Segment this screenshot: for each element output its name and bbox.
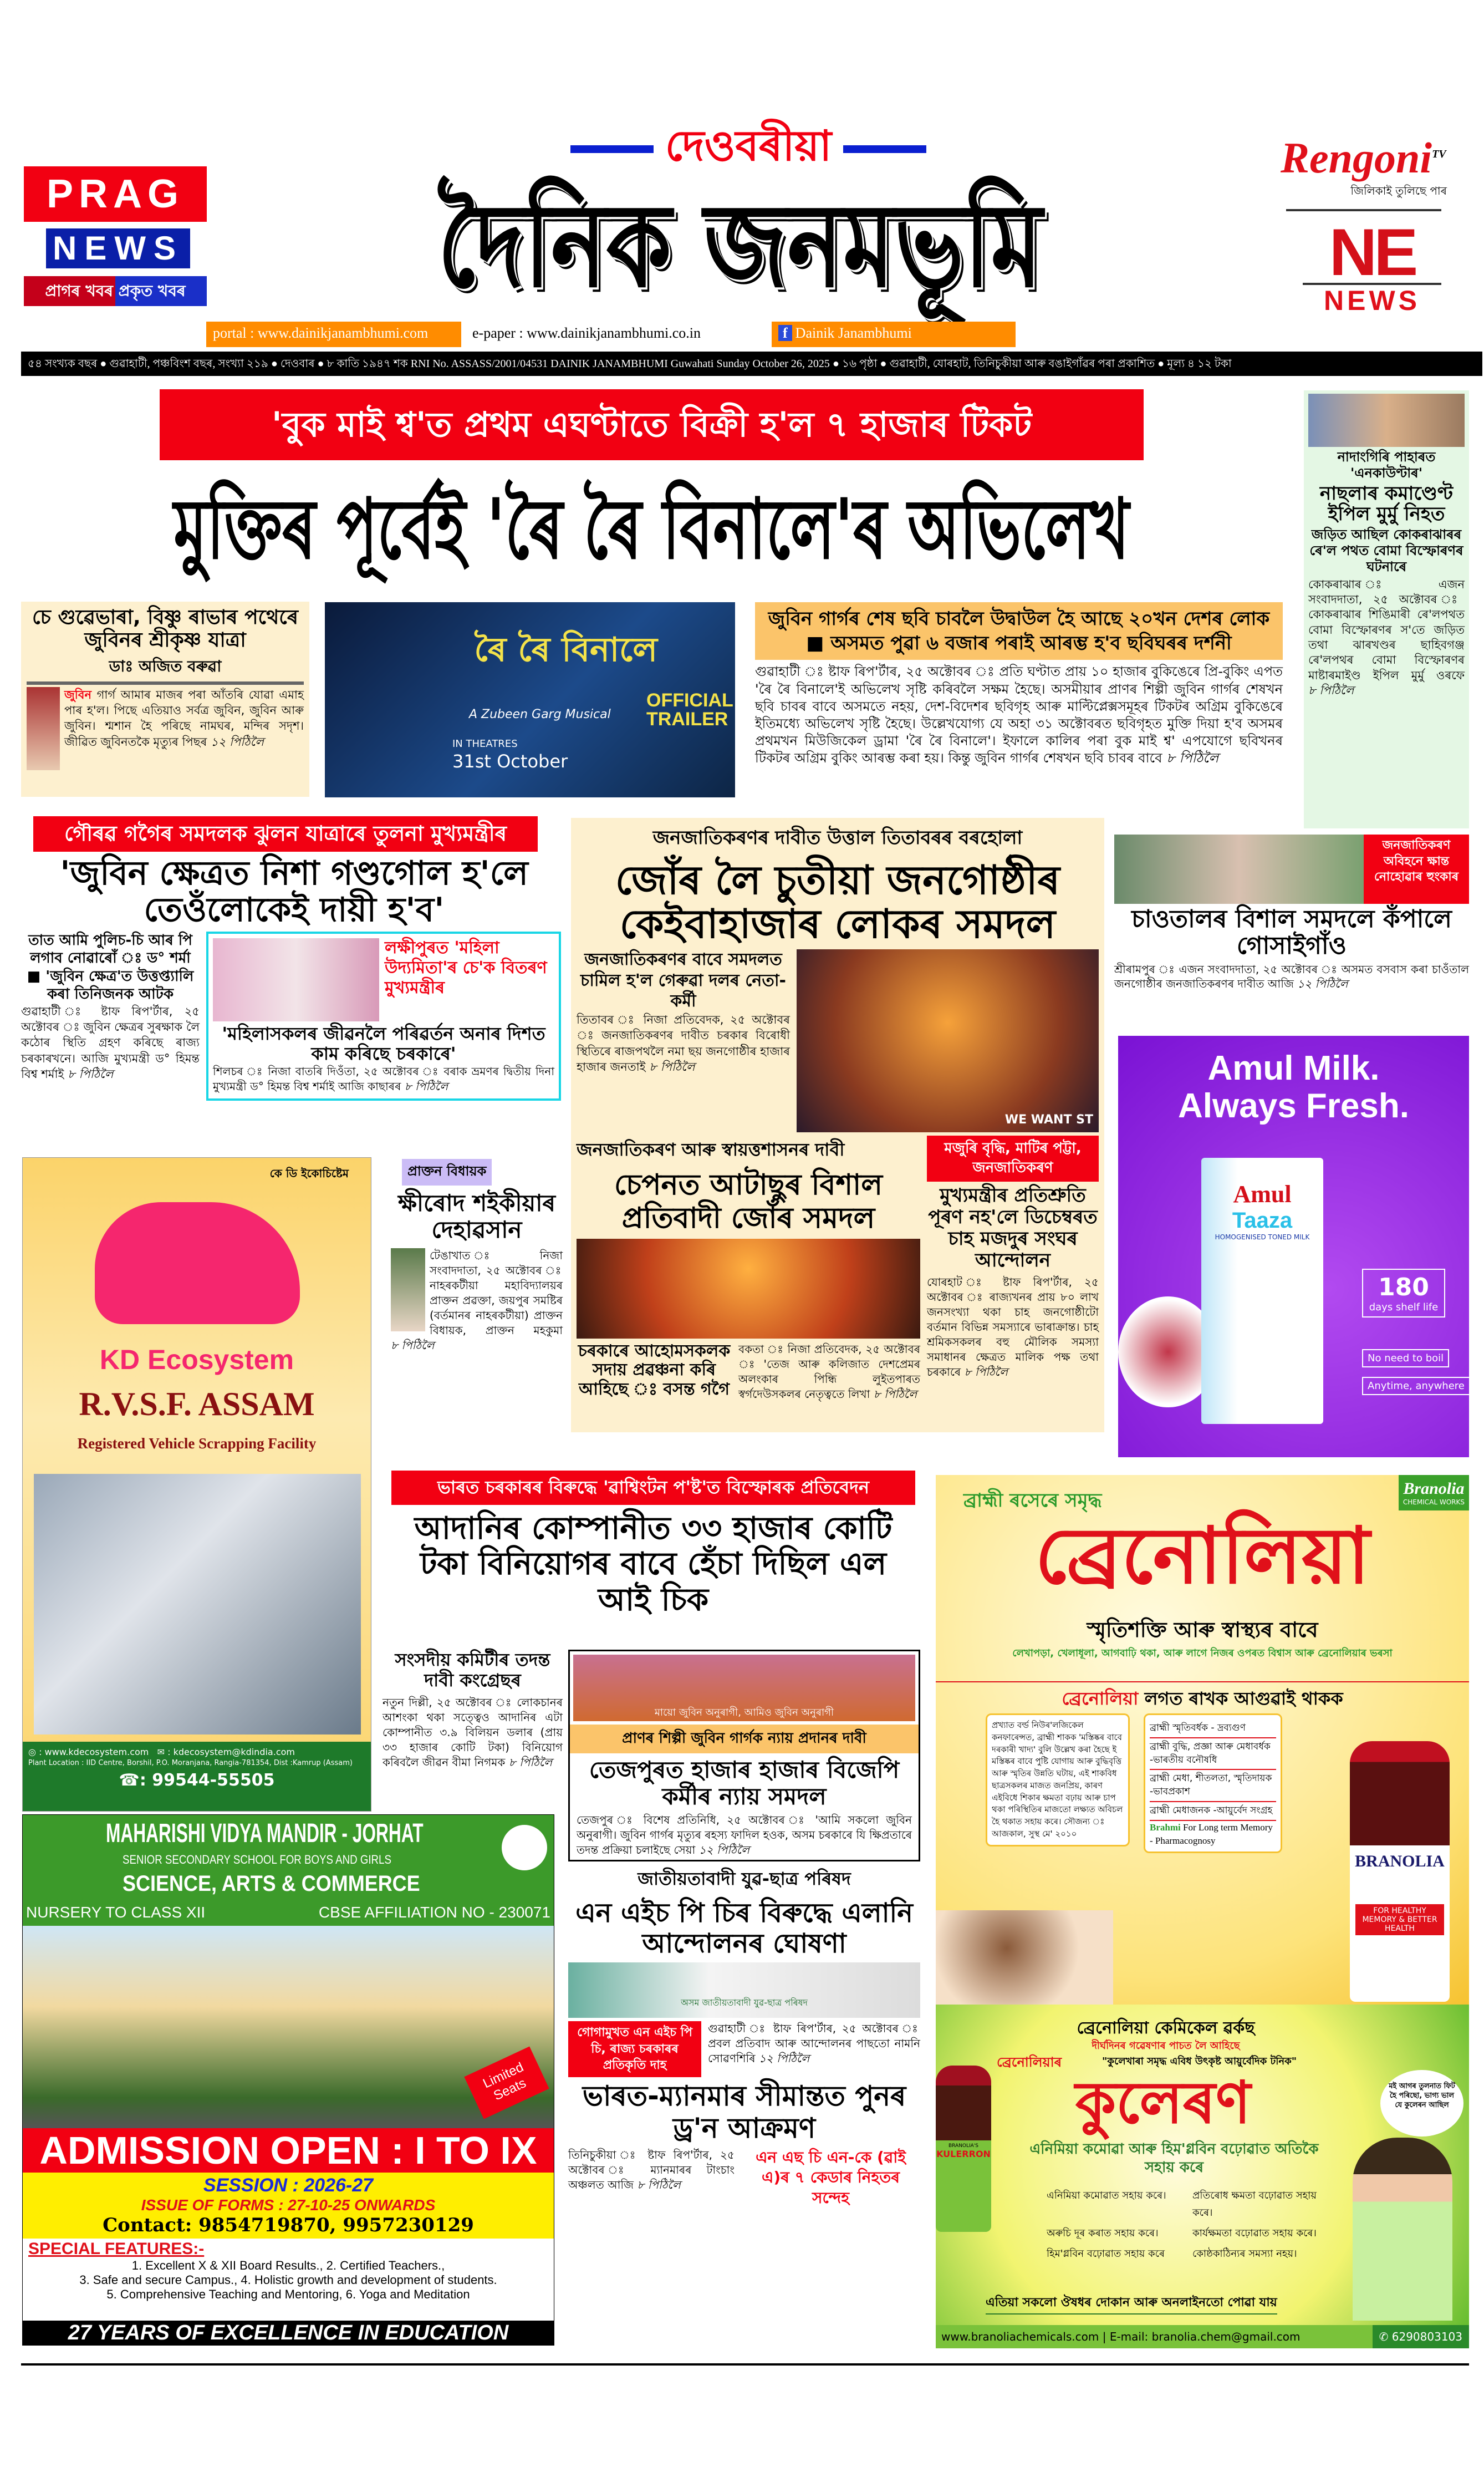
jump-link[interactable]: ৮ পিঠিলৈ xyxy=(873,1387,917,1401)
jump-link[interactable]: ৮ পিঠিলৈ xyxy=(649,1060,695,1074)
encounter-story: নাদাংগিৰি পাহাৰত 'এনকাউণ্টাৰ' নাছলাৰ কমাণ্ডেণ্ট ইপিল মুৰ্মু নিহত জড়িত আছিল কোকৰাঝাৰৰ ৰে'ল পথত বোমা বিস্ফোৰণৰ ঘটনাৰে কোকৰাঝাৰ ঃ এজন সংবাদদাতা, ২৫ অক্টোবৰ ঃ কোকৰাঝাৰ শিঙিমাৰী ৰে'লপথত বোমা বিস্ফোৰণৰ স'তে জড়িত তথা ঝাৰখণ্ডৰ ছাহিবগঞ্জ ৰে'লপথৰ বোমা বিস্ফোৰণৰ মাষ্টাৰমাইণ্ড ইপিল মুৰ্মু ওৰফে ৮ পিঠিলৈ xyxy=(1304,390,1469,828)
jump-link[interactable]: ৮ পিঠিলৈ xyxy=(404,1080,448,1093)
drone-body: তিনিচুকীয়া ঃ ষ্টাফ ৰিপ'ৰ্টাৰ, ২৫ অক্টোবৰ ঃ ম্যানমাৰৰ টাংচাং অঞ্চলত আজি ৮ পিঠিলৈ xyxy=(568,2148,735,2192)
jump-link[interactable]: ৮ পিঠিলৈ xyxy=(391,1338,435,1352)
facebook-link[interactable]: f Dainik Janambhumi xyxy=(772,322,1016,347)
school-emblem-icon xyxy=(499,1823,549,1873)
encounter-photo xyxy=(1308,394,1465,447)
facebook-icon: f xyxy=(778,325,792,341)
santhal-headline: চাওতালৰ বিশাল সমদলে কঁপালে গোসাইগাঁও xyxy=(1131,905,1452,960)
kd-ecosystem-ad[interactable]: কে ডি ইকোচিষ্টেম KD Ecosystem R.V.S.F. ASSAM Registered Vehicle Scrapping Facility ◎ : www.kdecosystem.com ✉ : kdecosystem@kdindia.com Plant Location : IID Centre, Borshil, P.O. Moranjana, Rangia-781354, Dist :Kamrup (Assam) ☎: 99544-55505 xyxy=(22,1157,371,1812)
tribal-headline: জোঁৰ লৈ চুতীয়া জনগোষ্ঠীৰ কেইবাহাজাৰ লোকৰ সমদল xyxy=(615,857,1060,948)
branolia-website-link[interactable]: www.branoliachemicals.com xyxy=(941,2330,1099,2343)
amul-ad[interactable]: Amul Milk. Always Fresh. Amul Taaza HOMOGENISED TONED MILK 180 days shelf life No need to boil Anytime, anywhere xyxy=(1118,1036,1469,1457)
cm-story-body: তাত আমি পুলিচ-চি আৰ পি লগাব নোৱাৰোঁ ঃ ড° শৰ্মা ■ 'জুবিন ক্ষেত্ৰ'ত উত্তপ্ত্যালি কৰা তিনিজনক আটক গুৱাহাটী ঃ ষ্টাফ ৰিপ'ৰ্টাৰ, ২৫ অক্টোবৰ ঃ জুবিন ক্ষেত্ৰৰ সুৰক্ষাক লৈ কঠোৰ স্থিতি গ্ৰহণ কৰিছে ৰাজ্য চৰকাৰখনে। আজি মুখ্যমন্ত্ৰী ড° হিমন্ত বিশ্ব শৰ্মাই ৮ পিঠিলৈ xyxy=(21,932,200,1081)
bottom-rule xyxy=(21,2363,1469,2366)
globe-icon: ◎ xyxy=(28,1747,36,1757)
cm-column xyxy=(21,816,567,1101)
lead-subheadline: জুবিন গাৰ্গৰ শেষ ছবি চাবলৈ উদ্বাউল হৈ আছে ২০খন দেশৰ লোক ■ অসমত পুৱা ৬ বজাৰ পৰাই আৰম্ভ হ'ব ছবিঘৰৰ দৰ্শনী xyxy=(755,602,1283,660)
masthead-kicker: দেওবৰীয়া xyxy=(554,114,942,175)
santhal-tag: জনজাতিকৰণ অবিহনে ক্ষান্ত নোহোৱাৰ হুংকাৰ xyxy=(1364,835,1469,904)
tezpur-photo: মায়ো জুবিন অনুৰাগী, আমিও জুবিন অনুৰাগী xyxy=(573,1655,915,1721)
kulerron-bottle: BRANOLIA'S KULERRON xyxy=(936,2066,991,2232)
torch-rally-photo: WE WANT ST xyxy=(797,949,1099,1132)
drone-red-note: এন এছ চি এন-কে (ৱাই এ)ৰ ৭ কেডাৰ নিহতৰ সন্দেহ xyxy=(756,2148,906,2207)
branolia-bottle: BRANOLIA FOR HEALTHY MEMORY & BETTER HEALTH xyxy=(1350,1741,1450,2002)
jump-link[interactable]: ৮ পিঠিলৈ xyxy=(637,2178,681,2192)
whatsapp-icon: ✆ xyxy=(1379,2330,1389,2343)
women-photo xyxy=(213,938,379,1021)
nhpc-kicker: জাতীয়তাবাদী যুৱ-ছাত্ৰ পৰিষদ xyxy=(638,1868,851,1889)
rengoni-logo: Rengoni$^{TV}$ জিলিকাই তুলিছে পাৰ xyxy=(1281,133,1469,211)
kulerron-contact-bar: www.branoliachemicals.com | E-mail: branolia.chem@gmail.com ✆ 6290803103 xyxy=(936,2325,1469,2348)
prag-news-logo: PRAG NEWS প্ৰাগৰ খবৰ প্ৰকৃত খবৰ xyxy=(24,166,207,306)
women-story: লক্ষীপুৰত 'মহিলা উদ্যমিতা'ৰ চে'ক বিতৰণ মুখ্যমন্ত্ৰীৰ 'মহিলাসকলৰ জীৱনলৈ পৰিৱৰ্তন অনাৰ দিশত কাম কৰিছে চৰকাৰে' শিলচৰ ঃ নিজা বাতৰি দিওঁতা, ২৫ অক্টোবৰ ঃ বৰাক ভ্ৰমণৰ দ্বিতীয় দিনা মুখ্যমন্ত্ৰী ড° হিমন্ত বিশ্ব শৰ্মাই আজি কাছাৰৰ ৮ পিঠিলৈ xyxy=(206,932,561,1101)
chepan-sub: চৰকাৰে আহোমসকলক সদায় প্ৰৱঞ্চনা কৰি আহিছে ঃ বসন্ত গগৈ xyxy=(578,1341,731,1399)
kulerron-benefits: এনিমিয়া কমোৱাত সহায় কৰে। প্ৰতিৰোধ ক্ষমতা বঢ়োৱাত সহায় কৰে। অৰুচি দূৰ কৰাত সহায় কৰে। কাৰ্যক্ষমতা বঢ়োৱাত সহায় কৰে। হিম'গ্লবিন বঢ়োৱাত সহায় কৰে কোষ্ঠকাঠিন্যৰ সমস্যা নহয়। xyxy=(1047,2190,1317,2260)
newspaper-title: দৈনিক জনমভূমি xyxy=(437,177,1043,313)
jump-link[interactable]: ৮ পিঠিলৈ xyxy=(964,1365,1008,1379)
branolia-references: ব্ৰাহ্মী স্মৃতিবৰ্ধক - দ্ৰব্যগুণ ব্ৰাহ্মী বুদ্ধি, প্ৰজ্ঞা আৰু মেধাবৰ্ধক -ভাৰতীয় বনৌষধি ব্ৰাহ্মী মেধা, শীতলতা, স্মৃতিদায়ক -ভাবপ্ৰকাশ ব্ৰাহ্মী মেধাজনক -আয়ুৰ্বেদ সংগ্ৰহ Brahmi For Long term Memory - Pharmacognosy xyxy=(1144,1713,1282,1853)
obituary-story: প্ৰাক্তন বিধায়ক ক্ষীৰোদ শইকীয়াৰ দেহাৱসান টেঙাখাত ঃ নিজা সংবাদদাতা, ২৫ অক্টোবৰ ঃ নাহৰকটীয়া মহাবিদ্যালয়ৰ প্ৰাক্তন প্ৰৱক্তা, জয়পুৰ সমষ্টিৰ (বৰ্তমানৰ নাহৰকটীয়া) প্ৰাক্তন বিধায়ক, প্ৰাক্তন মহকুমা ৮ পিঠিলৈ xyxy=(391,1159,563,1353)
chepan-body: বকতা ঃ নিজা প্ৰতিবেদক, ২৫ অক্টোবৰ ঃ 'তেজ আৰু কলিজাত দেশপ্ৰেমৰ অলংকাৰ পিন্ধি লুইতপাৰত স্বৰ্গদেউসকলৰ নেতৃত্বতে লিখা ৮ পিঠিলৈ xyxy=(738,1342,920,1401)
tea-headline: মুখ্যমন্ত্ৰীৰ প্ৰতিশ্ৰুতি পূৰণ নহ'লে ডিচেম্বৰত চাহ মজদুৰ সংঘৰ আন্দোলন xyxy=(928,1184,1098,1271)
school-session-box: SESSION : 2026-27 ISSUE OF FORMS : 27-10-25 ONWARDS Contact: 9854719870, 9957230129 xyxy=(23,2173,554,2239)
school-ad[interactable]: MAHARISHI VIDYA MANDIR - JORHAT SENIOR SECONDARY SCHOOL FOR BOYS AND GIRLS SCIENCE, ARTS & COMMERCE NURSERY TO CLASS XII CBSE AFFILIATION NO - 230071 Limited Seats ADMISSION OPEN : I TO IX SESSION : 2026-27 ISSUE OF FORMS : 27-10-25 ONWARDS Contact: 9854719870, 9957230129 SPECIAL FEATURES:- 1. Excellent X & XII Board Results., 2. Certified Teachers., 3. Safe and secure Campus., 4. Holistic growth and development of students. 5. Comprehensive Teaching and Mentoring, 6. Yoga and Meditation 27 YEARS OF EXCELLENCE IN EDUCATION xyxy=(22,1814,554,2346)
model-photo xyxy=(1353,2138,1452,2321)
student-with-globe-photo xyxy=(936,1910,1113,2005)
phone-icon: ☎ xyxy=(119,1770,140,1790)
kd-contact-bar: ◎ : www.kdecosystem.com ✉ : kdecosystem@kdindia.com Plant Location : IID Centre, Borshil, P.O. Moranjana, Rangia-781354, Dist :Kamrup (Assam) ☎: 99544-55505 xyxy=(23,1742,371,1811)
center-bottom-column xyxy=(568,1650,920,2208)
facility-photos xyxy=(34,1474,361,1734)
web-links-bar xyxy=(206,322,1016,347)
mail-icon: ✉ xyxy=(157,1747,165,1757)
nhpc-photo: অসম জাতীয়তাবাদী যুৱ-ছাত্ৰ পৰিষদ xyxy=(568,1962,920,2018)
tribal-kicker: জনজাতিকৰণৰ দাবীত উত্তাল তিতাবৰৰ বৰহোলা xyxy=(652,827,1023,849)
kd-website-link[interactable]: : www.kdecosystem.com xyxy=(39,1747,149,1757)
tea-body: যোৰহাট ঃ ষ্টাফ ৰিপ'ৰ্টাৰ, ২৫ অক্টোবৰ ঃ ৰাজ্যখনৰ প্ৰায় ৮০ লাখ জনসংখ্যা থকা চাহ জনগোষ্ঠীটো বৰ্তমান বিভিন্ন সমস্যাৰে ভাৰাক্ৰান্ত। চাহ শ্ৰমিকসকলৰ বহু মৌলিক সমস্যা সমাধানৰ ক্ষেত্ৰত মালিক পক্ষ তথা চৰকাৰে ৮ পিঠিলৈ xyxy=(927,1275,1099,1379)
car-logo-icon xyxy=(95,1202,300,1324)
ne-news-logo: NE NEWS xyxy=(1303,222,1441,316)
author-photo xyxy=(27,687,60,770)
school-features: SPECIAL FEATURES:- 1. Excellent X & XII Board Results., 2. Certified Teachers., 3. Safe and secure Campus., 4. Holistic growth and development of students. 5. Comprehensive Teaching and Mentoring, 6. Yoga and Meditation xyxy=(28,2240,497,2301)
lead-body: গুৱাহাটী ঃ ষ্টাফ ৰিপ'ৰ্টাৰ, ২৫ অক্টোবৰ ঃ প্ৰতি ঘণ্টাত প্ৰায় ১০ হাজাৰ বুকিঙেৰে প্ৰি-বুকিং এপত 'ৰৈ ৰৈ বিনালে'ই অভিলেখ সৃষ্টি কৰিবলৈ সক্ষম হৈছে। অসমীয়াৰ প্ৰাণৰ শিল্পী জুবিন গাৰ্গৰ শেষখন ছবি চাবৰ বাবে অসমতে নহয়, দেশ-বিদেশৰ ছবিগৃহ আৰু মাল্টিপ্লেক্সসমূহৰ টিকটৰ অগ্ৰিম বুকিঙেৰে ইতিমধ্যে অভিলেখ সৃষ্টি হৈছে। উল্লেখযোগ্য যে অহা ৩১ অক্টোবৰত ছবিগৃহত মুক্তি দিয়া হ'ব অসমৰ প্ৰথমখন মিউজিকেল ড্ৰামা 'ৰৈ ৰৈ বিনালে'। ইফালে কালিৰ পৰা বুক মাই শ্ব' এপযোগে ছবিখনৰ টিকটৰ অগ্ৰিম বুকিং আৰম্ভ কৰা হয়। কিন্তু জুবিন গাৰ্গৰ শেষখন ছবি চাবৰ বাবে ৮ পিঠিলৈ xyxy=(755,664,1283,766)
jump-link[interactable]: ৮ পিঠিলৈ xyxy=(1308,683,1354,697)
kd-email-link[interactable]: : kdecosystem@kdindia.com xyxy=(167,1747,295,1757)
lead-kicker-banner: 'বুক মাই শ্ব'ত প্ৰথম এঘণ্টাতে বিক্ৰী হ'ল ৭ হাজাৰ টিকট xyxy=(160,389,1144,460)
lead-headline: মুক্তিৰ পূৰ্বেই 'ৰৈ ৰৈ বিনালে'ৰ অভিলেখ xyxy=(174,481,1129,578)
lead-story xyxy=(755,602,1283,767)
santhal-body: শ্ৰীৰামপুৰ ঃ এজন সংবাদদাতা, ২৫ অক্টোবৰ ঃ অসমত বসবাস কৰা চাওঁতাল জনগোষ্ঠীৰ জনজাতিকৰণৰ দাবীত আজি ১২ পিঠিলৈ xyxy=(1114,962,1469,990)
kulerron-ad[interactable]: BRANOLIA'S KULERRON ব্ৰেনোলিয়া কেমিকেল ৱৰ্কছ দীৰ্ঘদিনৰ গৱেষণাৰ পাচত লৈ আহিছে ব্ৰেনোলিয়াৰ "কুলেখাৰা সমৃদ্ধ এবিধ উৎকৃষ্ট আয়ুৰ্বেদিক টনিক" কুলেৰণ এনিমিয়া কমোৱা আৰু হিম'গ্লবিন বঢ়োৱাত অতিকৈ সহায় কৰে এনিমিয়া কমোৱাত সহায় কৰে। প্ৰতিৰোধ ক্ষমতা বঢ়োৱাত সহায় কৰে। অৰুচি দূৰ কৰাত সহায় কৰে। কাৰ্যক্ষমতা বঢ়োৱাত সহায় কৰে। হিম'গ্লবিন বঢ়োৱাত সহায় কৰে কোষ্ঠকাঠিন্যৰ সমস্যা নহয়। মই আগৰ তুলনাত ফিট হৈ পৰিছো, ভাগ্য ভাল যে কুলেৰন আছিল এতিয়া সকলো ঔষধৰ দোকান আৰু অনলাইনতো পোৱা যায় www.branoliachemicals.com | E-mail: branolia.chem@gmail.com ✆ 6290803103 xyxy=(936,2005,1469,2348)
adani-headline: আদানিৰ কোম্পানীত ৩৩ হাজাৰ কোটি টকা বিনিয়োগৰ বাবে হেঁচা দিছিল এল আই চিক xyxy=(414,1510,893,1618)
tribal-section xyxy=(571,818,1104,1432)
school-building-photo: Limited Seats xyxy=(23,1926,554,2128)
chepan-headline: চেপনত আটাছুৰ বিশাল প্ৰতিবাদী জোঁৰ সমদল xyxy=(614,1168,883,1235)
adani-banner: ভাৰত চৰকাৰৰ বিৰুদ্ধে 'ৱাশ্বিংটন প'ষ্ট'ত বিস্ফোৰক প্ৰতিবেদন xyxy=(391,1471,915,1505)
chepan-photo xyxy=(577,1239,920,1339)
tribal-body: জনজাতিকৰণৰ বাবে সমদলত চামিল হ'ল গেৰুৱা দলৰ নেতা-কৰ্মী তিতাবৰ ঃ নিজা প্ৰতিবেদক, ২৫ অক্টোবৰ ঃ জনজাতিকৰণৰ দাবীত চৰকাৰ বিৰোধী স্থিতিৰে ৰাজপথলৈ নমা ছয় জনগোষ্ঠীৰ হাজাৰ হাজাৰ জনতাই ৮ পিঠিলৈ xyxy=(577,950,790,1074)
jump-link[interactable]: ৮ পিঠিলৈ xyxy=(508,1755,553,1769)
santhal-story xyxy=(1114,835,1469,991)
dateline-strip: ৫৪ সংখ্যক বছৰ ● গুৱাহাটী, পঞ্চবিংশ বছৰ, সংখ্যা ২১৯ ● দেওবাৰ ● ৮ কাতি ১৯৪৭ শক RNI No. ASSASS/2001/04531 DAINIK JANAMBHUMI Guwahati Sunday October 26, 2025 ● ১৬ পৃষ্ঠা ● গুৱাহাটী, যোৰহাট, তিনিচুকীয়া আৰু বঙাইগাঁৱৰ পৰা প্ৰকাশিত ● মূল্য ৪ ১২ টকা xyxy=(21,352,1482,376)
opinion-story: চে গুৱেভাৰা, বিষ্ণু ৰাভাৰ পথেৰে জুবিনৰ শ্ৰীকৃষ্ণ যাত্ৰা ডাঃ অজিত বৰুৱা জুবিন গাৰ্গ আমাৰ মাজৰ পৰা আঁতৰি যোৱা এমাহ পাৰ হ'ল। পিছে এতিয়াও সৰ্বত্ৰ জুবিন, জুবিন আৰু জুবিন। শ্মশান হৈ পৰিছে নামঘৰ, মন্দিৰ সদৃশ। জীৱিত জুবিনতকৈ মৃত্যুৰ পিছৰ ১২ পিঠিলৈ xyxy=(21,602,309,797)
branolia-ad[interactable]: ব্ৰাহ্মী ৰসেৰে সমৃদ্ধ Branolia CHEMICAL WORKS ব্ৰেনোলিয়া স্মৃতিশক্তি আৰু স্বাস্থ্যৰ বাবে লেখাপড়া, খেলাধূলা, আগবাঢ়ি থকা, আৰু লাগে নিজৰ ওপৰত বিশ্বাস আৰু ব্ৰেনোলিয়াৰ ভৰসা ব্ৰেনোলিয়া লগত ৰাখক আগুৱাই থাকক প্ৰখ্যাত বৰ্ল্ড নিউৰ'লজিকেল কনফাৰেন্সত, ব্ৰাহ্মী শাকক 'মস্তিষ্কৰ বাবে দৰকাৰী খাদ্য' বুলি উল্লেখ কৰা হৈছে ই মস্তিষ্কৰ বাবে পুষ্টি যোগায় আৰু বুদ্ধিবৃত্তি আৰু স্মৃতিৰ উন্নতি ঘটায়, এই শাকবিধ ছাত্ৰসকলৰ মাজত জনপ্ৰিয়, কাৰণ এইবিধে শিকাৰ ক্ষমতা বঢ়ায় আৰু চাপ থকা পৰিস্থিতিৰ মাজতো লক্ষ্যত অবিচল হৈ থকাত সহায় কৰে। সৌজন্য ঃ আজকাল, সুস্থ মে' ২০১০ ব্ৰাহ্মী স্মৃতিবৰ্ধক - দ্ৰব্যগুণ ব্ৰাহ্মী বুদ্ধি, প্ৰজ্ঞা আৰু মেধাবৰ্ধক -ভাৰতীয় বনৌষধি ব্ৰাহ্মী মেধা, শীতলতা, স্মৃতিদায়ক -ভাবপ্ৰকাশ ব্ৰাহ্মী মেধাজনক -আয়ুৰ্বেদ সংগ্ৰহ Brahmi For Long term Memory - Pharmacognosy BRANOLIA FOR HEALTHY MEMORY & BETTER HEALTH xyxy=(936,1475,1469,2005)
tezpur-story: মায়ো জুবিন অনুৰাগী, আমিও জুবিন অনুৰাগী প্ৰাণৰ শিল্পী জুবিন গাৰ্গক ন্যায় প্ৰদানৰ দাবী তেজপুৰত হাজাৰ হাজাৰ বিজেপি কৰ্মীৰ ন্যায় সমদল তেজপুৰ ঃ বিশেষ প্ৰতিনিধি, ২৫ অক্টোবৰ ঃ 'আমি সকলো জুবিন অনুৰাগী। জুবিন গাৰ্গৰ মৃত্যুৰ ৰহস্য ফাদিল হওক, অসম চৰকাৰে যি ক্ষিপ্ৰতাৰে তদন্ত প্ৰক্ৰিয়া চলাইছে সেয়া ১২ পিঠিলৈ xyxy=(568,1650,920,1861)
branolia-logo: Branolia CHEMICAL WORKS xyxy=(1399,1475,1469,1510)
cm-story-headline: 'জুবিন ক্ষেত্ৰত নিশা গণ্ডগোল হ'লে তেওঁলোকেই দায়ী হ'ব' xyxy=(60,853,528,929)
nhpc-headline: এন এইচ পি চিৰ বিৰুদ্ধে এলানি আন্দোলনৰ ঘোষণা xyxy=(575,1897,913,1959)
jump-link[interactable]: ১২ পিঠিলৈ xyxy=(698,1843,750,1856)
nhpc-body: গুৱাহাটী ঃ ষ্টাফ ৰিপ'ৰ্টাৰ, ২৫ অক্টোবৰ ঃ প্ৰবল প্ৰতিবাদ আৰু আন্দোলনৰ পাছতো নামনি সোৱণশিৰি ১২ পিঠিলৈ xyxy=(708,2021,920,2065)
drone-headline: ভাৰত-ম্যানমাৰ সীমান্তত পুনৰ ড্ৰ'ন আক্ৰমণ xyxy=(582,2080,906,2144)
epaper-link[interactable]: e-paper : www.dainikjanambhumi.co.in xyxy=(472,325,701,341)
jump-link[interactable]: ৮ পিঠিলৈ xyxy=(1166,750,1219,766)
shelf-life-badge: 180 days shelf life xyxy=(1362,1269,1445,1318)
movie-poster: ৰৈ ৰৈ বিনালে A Zubeen Garg Musical OFFICIAL TRAILER IN THEATRES 31st October xyxy=(325,602,735,797)
adani-body: সংসদীয় কমিটীৰ তদন্ত দাবী কংগ্ৰেছৰ নতুন দিল্লী, ২৫ অক্টোবৰ ঃ লোকচানৰ আশংকা থকা সত্ত্বেও আদানিৰ এটা কোম্পানীত ৩.৯ বিলিয়ন ডলাৰ (প্ৰায় ৩৩ হাজাৰ কোটি টকা) বিনিয়োগ কৰিবলৈ জীৱন বীমা নিগমক ৮ পিঠিলৈ xyxy=(383,1649,563,1769)
obituary-photo xyxy=(391,1248,425,1331)
portal-link[interactable]: portal : www.dainikjanambhumi.com xyxy=(206,322,461,347)
milk-carton: Amul Taaza HOMOGENISED TONED MILK xyxy=(1201,1158,1323,1424)
nhpc-tag: গোগামুখত এন এইচ পি চি, ৰাজ্য চৰকাৰৰ প্ৰতিকৃতি দাহ xyxy=(568,2021,701,2077)
branolia-email-link[interactable]: E-mail: branolia.chem@gmail.com xyxy=(1109,2330,1301,2343)
chepan-kicker: জনজাতিকৰণ আৰু স্বায়ত্তশাসনৰ দাবী xyxy=(577,1139,845,1161)
school-header: MAHARISHI VIDYA MANDIR - JORHAT SENIOR SECONDARY SCHOOL FOR BOYS AND GIRLS SCIENCE, ARTS & COMMERCE NURSERY TO CLASS XII CBSE AFFILIATION NO - 230071 xyxy=(23,1815,554,1926)
cm-story-banner: গৌৰৱ গগৈৰ সমদলক ঝুলন যাত্ৰাৰে তুলনা মুখ্যমন্ত্ৰীৰ xyxy=(33,816,538,852)
santhal-photo xyxy=(1114,835,1364,904)
tea-tag: মজুৰি বৃদ্ধি, মাটিৰ পট্টা, জনজাতিকৰণ xyxy=(927,1136,1099,1181)
jump-link[interactable]: ১২ পিঠিলৈ xyxy=(211,735,264,749)
jump-link[interactable]: ১২ পিঠিলৈ xyxy=(1297,976,1348,990)
jump-link[interactable]: ৮ পিঠিলৈ xyxy=(68,1067,114,1081)
jump-link[interactable]: ১২ পিঠিলৈ xyxy=(758,2051,810,2065)
